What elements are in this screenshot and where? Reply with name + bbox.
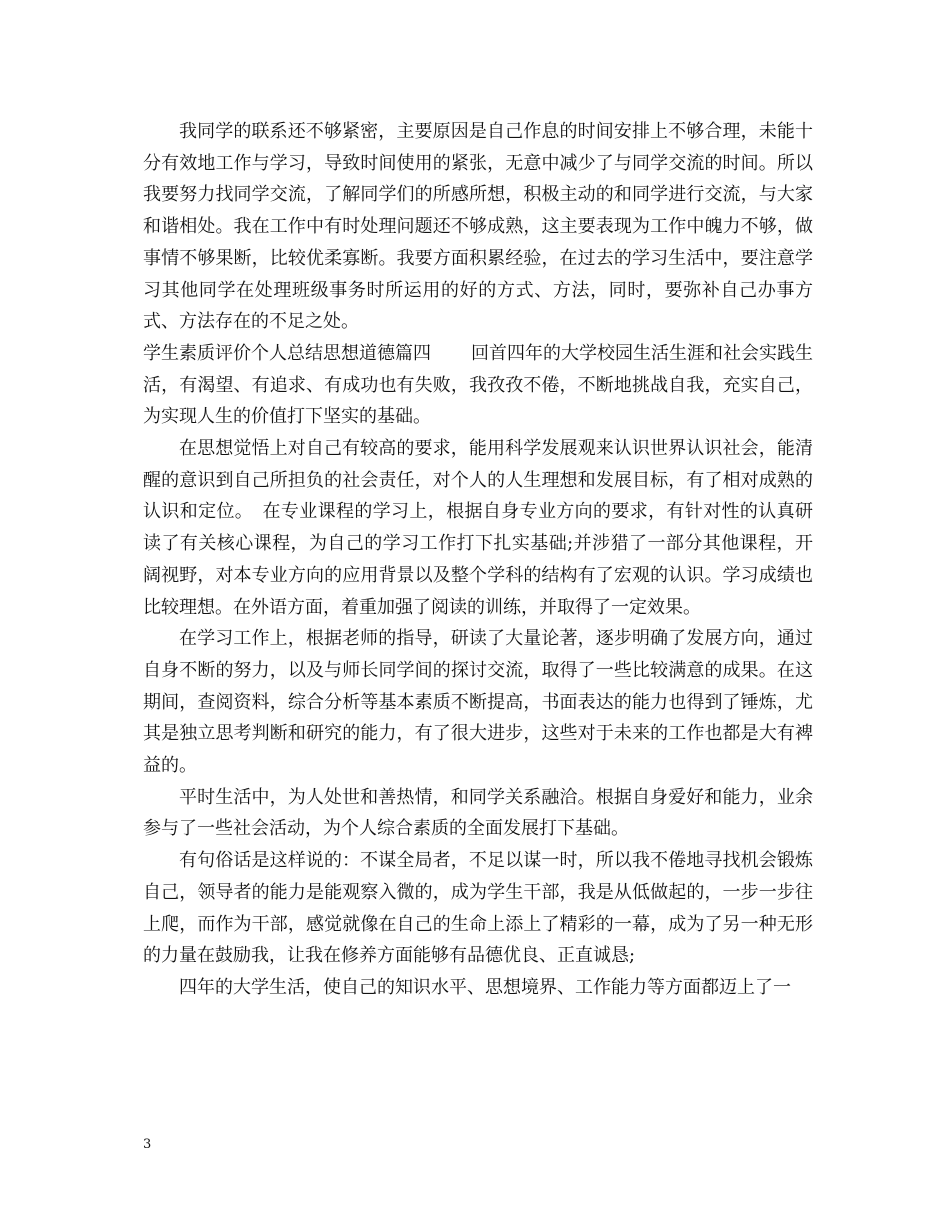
paragraph-3: 在思想觉悟上对自己有较高的要求，能用科学发展观来认识世界认识社会，能清醒的意识到自己所担负的社会责任，对个人的人生理想和发展目标，有了相对成熟的认识和定位。 在专业课程的学习上，根据自身专业方向的要求，有针对性的认真研读了有关核心课程，为自己的学习工作打下扎实基础;并涉猎了一部分其他课程，开阔视野，对本专业方向的应用背景以及整个学科的结构有了宏观的认识。学习成绩也比较理想。在外语方面，着重加强了阅读的训练，并取得了一定效果。: [143, 438, 813, 618]
paragraph-4: 在学习工作上，根据老师的指导，研读了大量论著，逐步明确了发展方向，通过自身不断的努力，以及与师长同学间的探讨交流，取得了一些比较满意的成果。在这期间，查阅资料，综合分析等基本素质不断提高，书面表达的能力也得到了锤炼，尤其是独立思考判断和研究的能力，有了很大进步，这些对于未来的工作也都是大有裨益的。: [143, 628, 813, 777]
paragraph-2-text: 回首四年的大学校园生活生涯和社会实践生活，有渴望、有追求、有成功也有失败，我孜孜不倦，不断地挑战自我，充实自己，为实现人生的价值打下坚实的基础。: [143, 342, 813, 428]
paragraph-2: [143, 338, 813, 433]
document-body: [143, 116, 813, 1004]
page-number: 3: [143, 1137, 152, 1152]
paragraph-5: 平时生活中，为人处世和善热情，和同学关系融洽。根据自身爱好和能力，业余参与了一些社会活动，为个人综合素质的全面发展打下基础。: [143, 786, 813, 840]
paragraph-6: 有句俗话是这样说的：不谋全局者，不足以谋一时，所以我不倦地寻找机会锻炼自己，领导者的能力是能观察入微的，成为学生干部，我是从低做起的，一步一步往上爬，而作为干部，感觉就像在自己的生命上添上了精彩的一幕，成为了另一种无形的力量在鼓励我，让我在修养方面能够有品德优良、正直诚恳;: [143, 850, 813, 967]
paragraph-7: 四年的大学生活，使自己的知识水平、思想境界、工作能力等方面都迈上了一: [179, 976, 791, 998]
section-heading: 学生素质评价个人总结思想道德篇四: [143, 342, 431, 364]
paragraph-1: 我同学的联系还不够紧密，主要原因是自己作息的时间安排上不够合理，未能十分有效地工作与学习，导致时间使用的紧张，无意中减少了与同学交流的时间。所以我要努力找同学交流，了解同学们的所感所想，积极主动的和同学进行交流，与大家和谐相处。我在工作中有时处理问题还不够成熟，这主要表现为工作中魄力不够，做事情不够果断，比较优柔寡断。我要方面积累经验，在过去的学习生活中，要注意学习其他同学在处理班级事务时所运用的好的方式、方法，同时，要弥补自己办事方式、方法存在的不足之处。: [143, 121, 813, 333]
